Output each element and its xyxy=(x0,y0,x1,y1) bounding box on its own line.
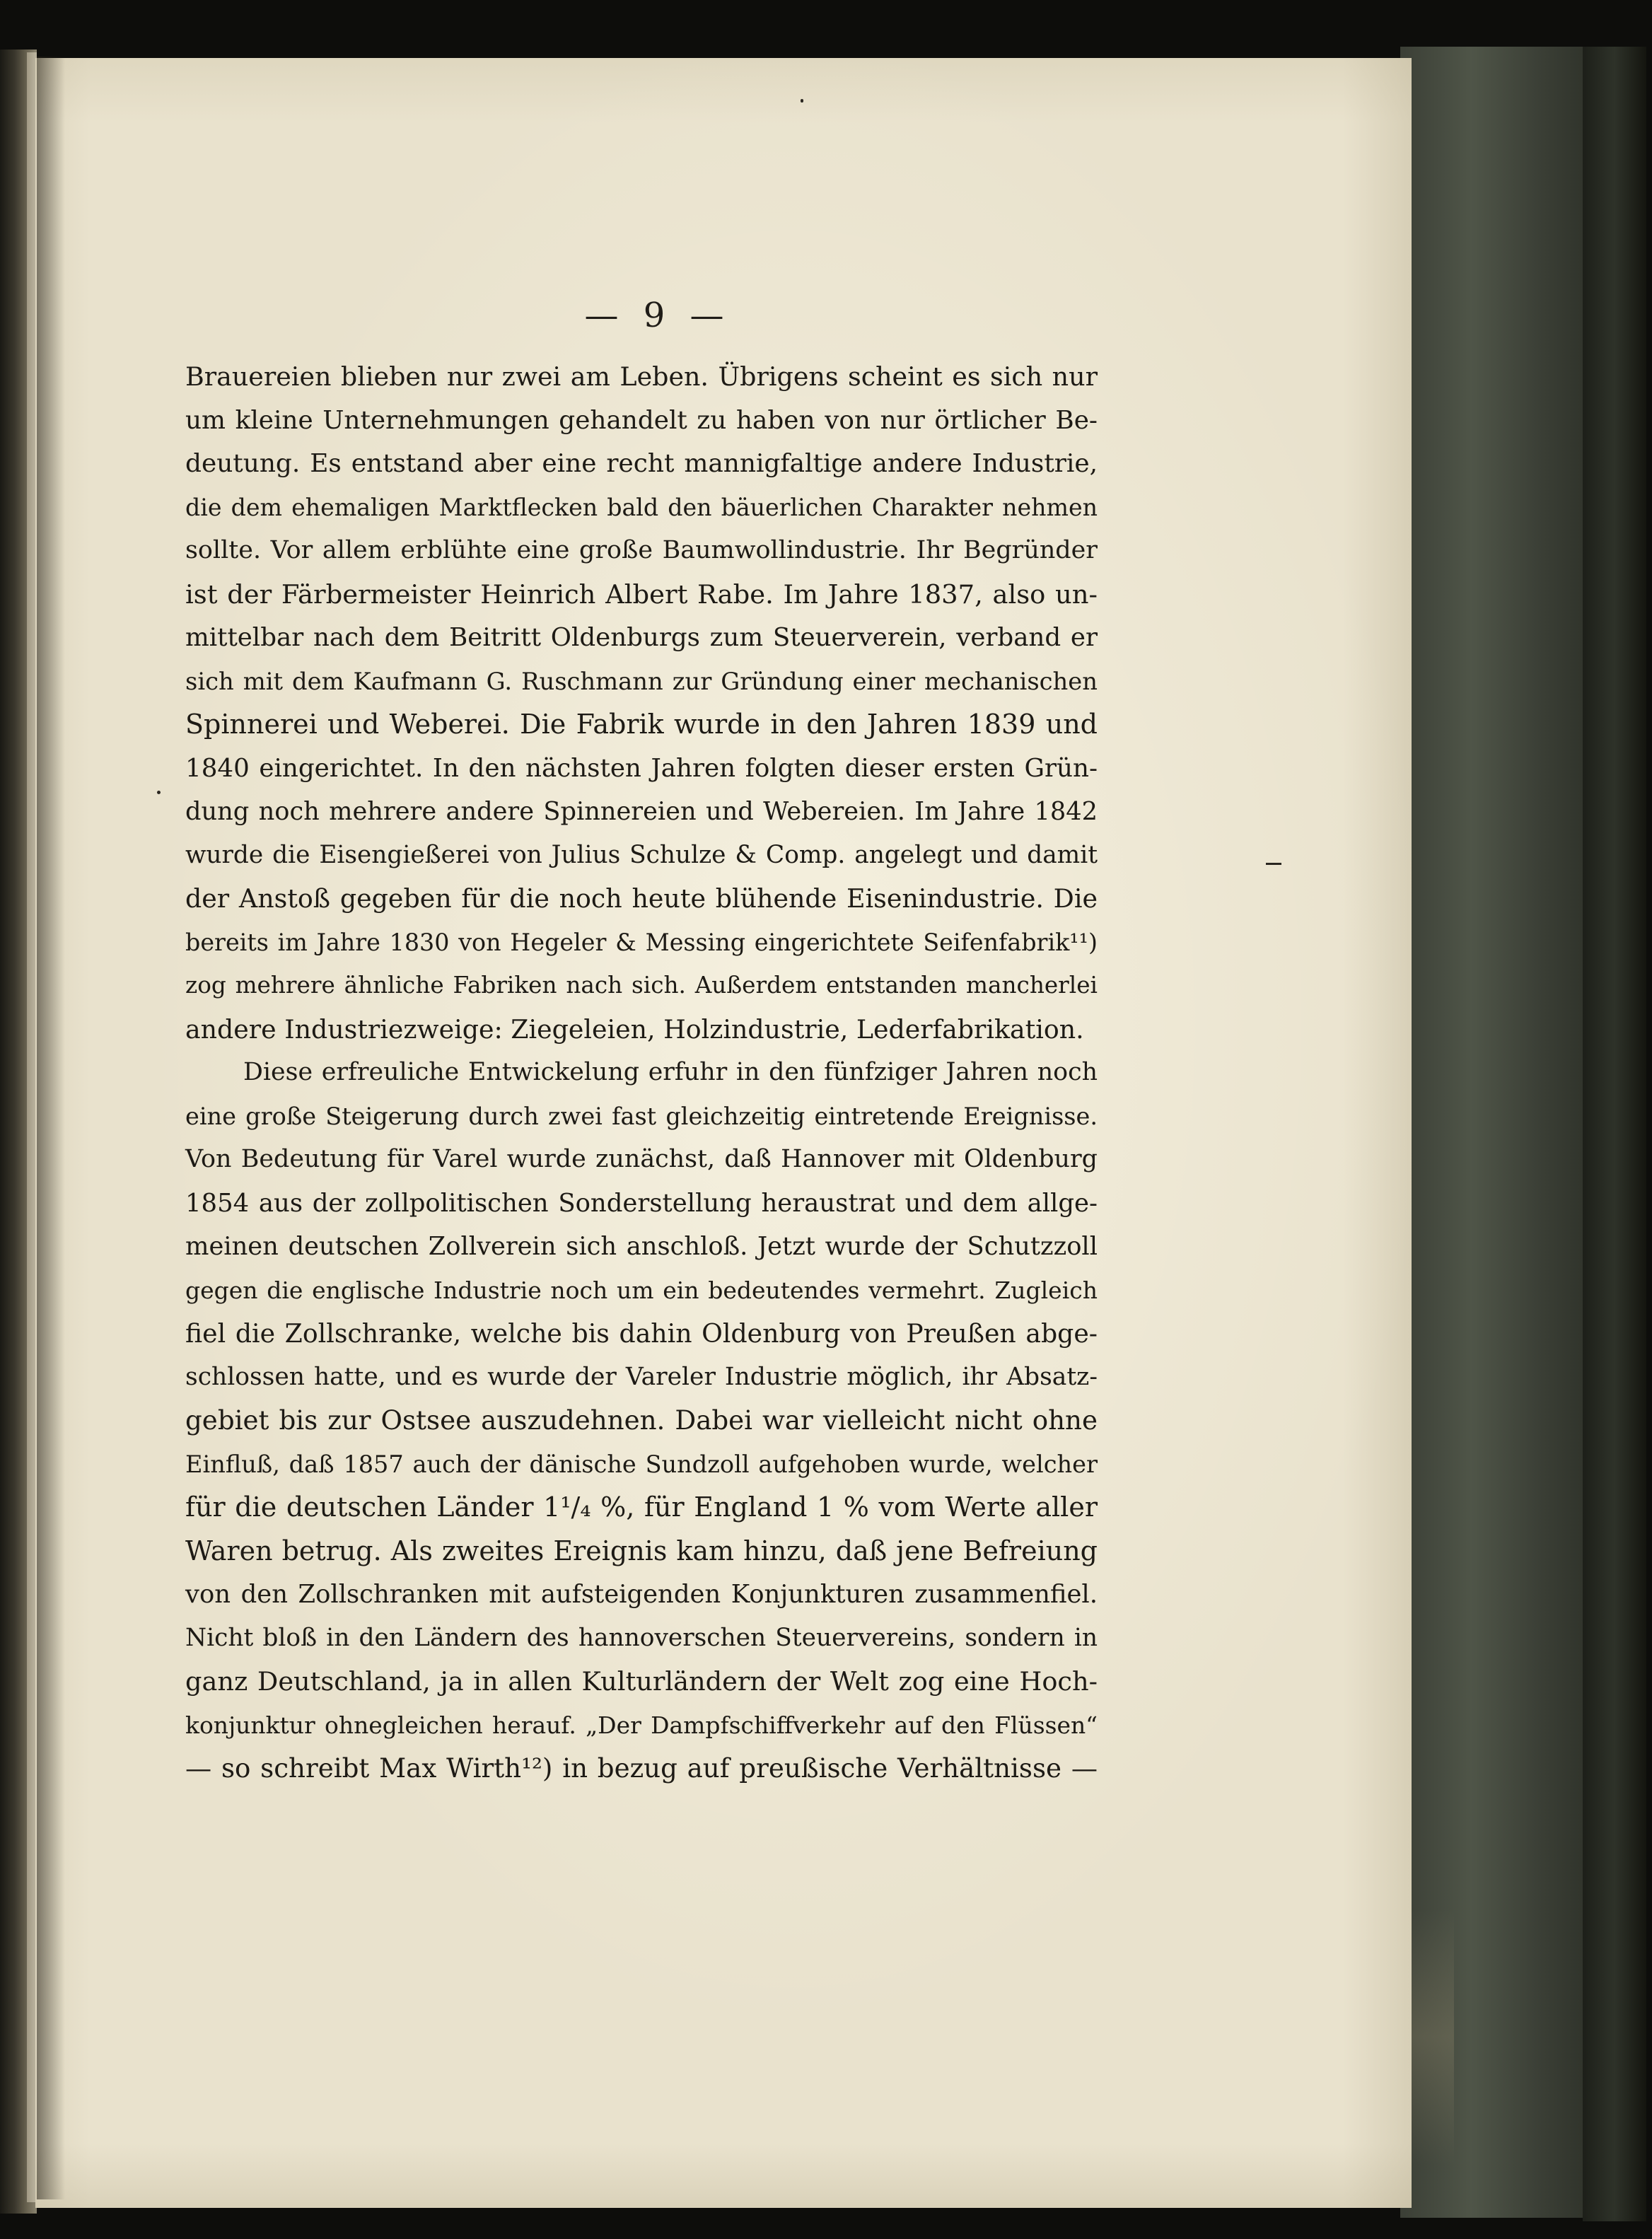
ink-speck xyxy=(157,791,161,794)
book-cover-edge xyxy=(1583,47,1646,2221)
text-line: für die deutschen Länder 1¹/₄ %, für England 1 % vom Werte aller xyxy=(185,1491,1098,1523)
text-line: der Anstoß gegeben für die noch heute blühende Eisenindustrie. Die xyxy=(185,883,1098,914)
text-line: sich mit dem Kaufmann G. Ruschmann zur Gründung einer mechanischen xyxy=(185,667,1098,695)
spine-shadow xyxy=(37,57,65,2199)
text-line: Waren betrug. Als zweites Ereignis kam hinzu, daß jene Befreiung xyxy=(185,1535,1098,1566)
text-line: dung noch mehrere andere Spinnereien und Webereien. Im Jahre 1842 xyxy=(185,797,1098,826)
text-line: wurde die Eisengießerei von Julius Schulze & Comp. angelegt und damit xyxy=(185,840,1098,869)
text-line: — so schreibt Max Wirth¹²) in bezug auf preußische Verhältnisse — xyxy=(185,1752,1098,1784)
text-line: gebiet bis zur Ostsee auszudehnen. Dabei war vielleicht nicht ohne xyxy=(185,1405,1098,1436)
text-line: andere Industriezweige: Ziegeleien, Holzindustrie, Lederfabrikation. xyxy=(185,1013,1084,1045)
ink-speck xyxy=(801,99,803,103)
text-line: die dem ehemaligen Marktflecken bald den bäuerlichen Charakter nehmen xyxy=(185,493,1098,521)
margin-mark xyxy=(1266,863,1281,865)
text-line: Diese erfreuliche Entwickelung erfuhr in den fünfziger Jahren noch xyxy=(243,1058,1098,1086)
text-line: Brauereien blieben nur zwei am Leben. Übrigens scheint es sich nur xyxy=(185,361,1098,392)
text-line: bereits im Jahre 1830 von Hegeler & Messing eingerichtete Seifenfabrik¹¹) xyxy=(185,928,1098,956)
body-text xyxy=(185,355,1098,1791)
text-line: sollte. Vor allem erblühte eine große Baumwollindustrie. Ihr Begründer xyxy=(185,536,1098,564)
text-line: 1840 eingerichtet. In den nächsten Jahren folgten dieser ersten Grün- xyxy=(185,753,1098,783)
text-line: ganz Deutschland, ja in allen Kulturländern der Welt zog eine Hoch- xyxy=(185,1666,1098,1697)
text-line: um kleine Unternehmungen gehandelt zu haben von nur örtlicher Be- xyxy=(185,405,1098,435)
text-line: Von Bedeutung für Varel wurde zunächst, daß Hannover mit Oldenburg xyxy=(185,1145,1098,1173)
page-number: — 9 — xyxy=(584,296,731,335)
text-line: Nicht bloß in den Ländern des hannoverschen Steuervereins, sondern in xyxy=(185,1623,1098,1652)
text-line: schlossen hatte, und es wurde der Vareler Industrie möglich, ihr Absatz- xyxy=(185,1362,1098,1391)
text-line: 1854 aus der zollpolitischen Sonderstellung heraustrat und dem allge- xyxy=(185,1188,1098,1218)
text-line: deutung. Es entstand aber eine recht mannigfaltige andere Industrie, xyxy=(185,449,1098,478)
text-line: gegen die englische Industrie noch um ein bedeutendes vermehrt. Zugleich xyxy=(185,1276,1098,1304)
text-line: von den Zollschranken mit aufsteigenden Konjunkturen zusammenfiel. xyxy=(185,1580,1098,1609)
paragraph-1 xyxy=(185,355,1098,1051)
text-line: fiel die Zollschranke, welche bis dahin Oldenburg von Preußen abge- xyxy=(185,1318,1098,1349)
text-line: Einfluß, daß 1857 auch der dänische Sundzoll aufgehoben wurde, welcher xyxy=(185,1450,1098,1478)
text-line: meinen deutschen Zollverein sich anschloß. Jetzt wurde der Schutzzoll xyxy=(185,1232,1098,1261)
paragraph-2 xyxy=(185,1051,1098,1791)
text-line: mittelbar nach dem Beitritt Oldenburgs zum Steuerverein, verband er xyxy=(185,623,1098,652)
text-line: konjunktur ohnegleichen herauf. „Der Dampfschiffverkehr auf den Flüssen“ xyxy=(185,1711,1098,1739)
cover-wear-mark xyxy=(1412,1909,1454,2164)
text-line: zog mehrere ähnliche Fabriken nach sich. Außerdem entstanden mancherlei xyxy=(185,972,1098,999)
text-line: eine große Steigerung durch zwei fast gleichzeitig eintretende Ereignisse. xyxy=(185,1102,1098,1130)
text-line: Spinnerei und Weberei. Die Fabrik wurde in den Jahren 1839 und xyxy=(185,709,1098,740)
text-line: ist der Färbermeister Heinrich Albert Rabe. Im Jahre 1837, also un- xyxy=(185,578,1098,610)
